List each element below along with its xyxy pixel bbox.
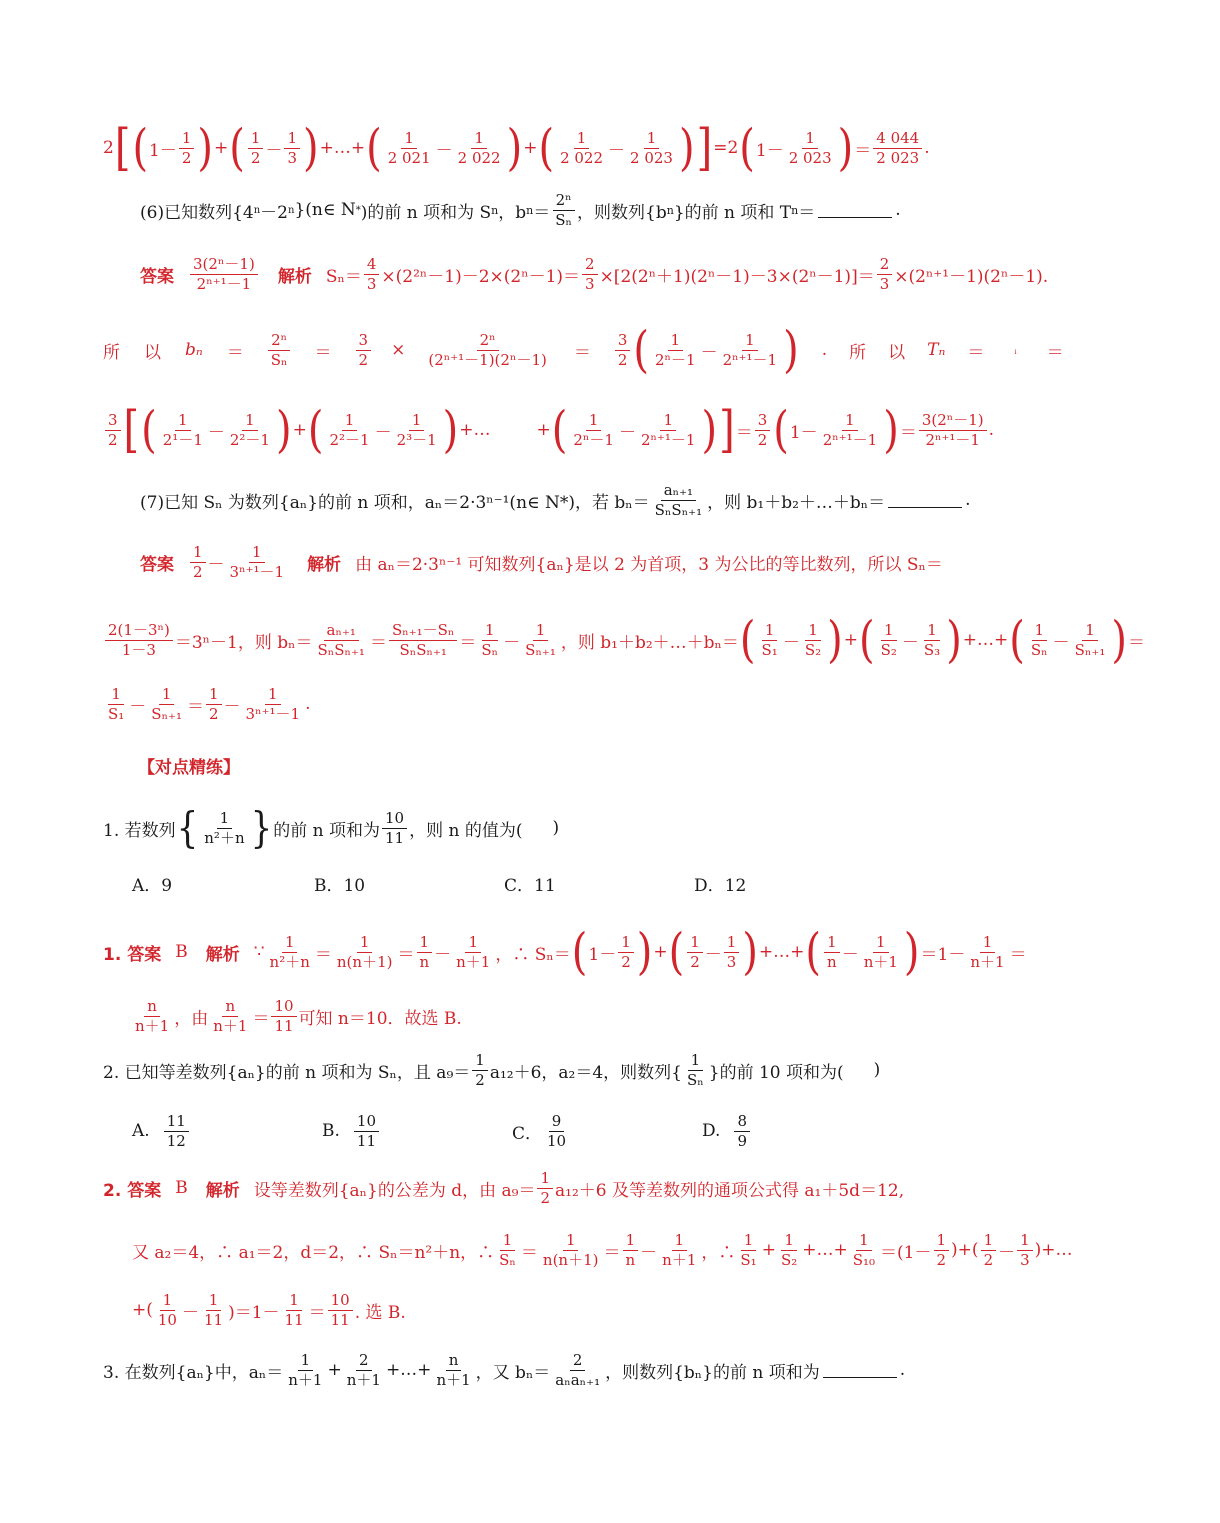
fraction: $\frac{1}{\text{Sₙ}}$ — [499, 1231, 516, 1269]
option-d[interactable]: D. $\frac{8}{9}$ — [702, 1104, 752, 1158]
fraction: $\frac{3}{2}$ — [356, 332, 372, 368]
fraction: $\frac{1}{\text{S₁}}$ — [761, 621, 778, 659]
fraction: $\frac{2}{n+1}$ — [346, 1351, 381, 1389]
factor: 2 — [103, 138, 114, 158]
answer-blank[interactable] — [823, 1363, 897, 1378]
fraction: $\frac{1}{\text{2²－1}}$ — [329, 411, 370, 449]
answer-label: 答案 — [140, 266, 174, 287]
solution-label: 解析 — [205, 1180, 240, 1201]
fraction: $\frac{1}{n(n+1)}$ — [336, 933, 393, 971]
answer-6: 答案 $\frac{\text{3(2ⁿ－1)}}{\text{2ⁿ⁺¹－1}}$ 解析 Sₙ＝ $\frac{4}{3}$ ×(2²ⁿ－1)－2×(2ⁿ－1)＝ $\frac{2}{3}$ ×[2(2ⁿ＋1)(2ⁿ－1)－3×(2ⁿ－1)]＝ $\frac{2}{3}$ ×(2ⁿ⁺¹－1)(2ⁿ－1). — [140, 255, 1049, 293]
fraction: $\frac{1}{\text{S₂}}$ — [780, 1231, 798, 1269]
answer-6-line-3: $\frac{3}{2}$ [ ( $\frac{1}{\text{2¹－1}}$ － $\frac{1}{\text{2²－1}}$ ) + ( $\frac{1}{\text{2²－1}}$ － $\frac{1}{\text{2³－1}}$ ) +… + ( $\frac{1}{\text{2ⁿ－1}}$ － $\frac{1}{\text{2ⁿ⁺¹－1}}$ ) ] ＝ $\frac{3}{2}$ ( 1－ $\frac{1}{\text{2ⁿ⁺¹－1}}$ ) ＝ $\frac{\text{3(2ⁿ－1)}}{\text{2ⁿ⁺¹－1}}$ . — [0, 400, 1183, 460]
fraction: $\frac{1}{\text{2ⁿ－1}}$ — [573, 411, 614, 449]
fraction: $\frac{1}{\text{S₃}}$ — [923, 621, 941, 659]
fraction: $\frac{\text{2ⁿ}}{\text{Sₙ}}$ — [552, 192, 575, 228]
fraction: $\frac{\text{3(2ⁿ－1)}}{\text{2ⁿ⁺¹－1}}$ — [919, 412, 987, 448]
fraction: $\frac{\text{Sₙ₊₁－Sₙ}}{\text{SₙSₙ₊₁}}$ — [389, 622, 457, 658]
option-b[interactable]: B．10 — [314, 875, 366, 896]
answer-label: 答案 — [140, 554, 174, 575]
fraction: $\frac{1}{\text{2ⁿ⁺¹－1}}$ — [722, 331, 778, 369]
fraction: $\frac{1}{n+1}$ — [288, 1351, 323, 1389]
fraction: $\frac{1}{\text{S₁}}$ — [740, 1231, 757, 1269]
fraction: $\frac{1}{n+1}$ — [863, 933, 898, 971]
fraction: $\frac{1}{2}$ — [687, 934, 703, 970]
answer-blank[interactable] — [818, 203, 892, 218]
fraction: $\frac{8}{9}$ — [734, 1113, 750, 1149]
fraction: $\frac{\text{2(1－3ⁿ)}}{1-3}$ — [105, 622, 173, 658]
option-b[interactable]: B. $\frac{10}{11}$ — [322, 1104, 381, 1158]
solution-2-line-2: 又 a₂＝4，∴ a₁＝2，d＝2，∴ Sₙ＝n²＋n，∴ $\frac{1}{\text{Sₙ}}$ ＝ $\frac{1}{n(n+1)}$ ＝ $\frac{1}{n}$ － $\frac{1}{n+1}$ ，∴ $\frac{1}{\text{S₁}}$ + $\frac{1}{\text{S₂}}$ +…+ $\frac{1}{\text{S₁₀}}$ ＝(1－ $\frac{1}{2}$ )+( $\frac{1}{2}$ － $\frac{1}{3}$ )+… — [132, 1231, 1073, 1269]
fraction: $\frac{1}{n+1}$ — [662, 1231, 697, 1269]
fraction: $\frac{1}{3}$ — [284, 130, 300, 166]
fraction: $\frac{1}{10}$ — [157, 1291, 177, 1329]
fraction: $\frac{10}{11}$ — [271, 998, 296, 1034]
fraction: $\frac{1}{\text{Sₙ}}$ — [1030, 621, 1048, 659]
fraction: $\frac{1}{2}$ — [981, 1232, 997, 1268]
fraction: $\frac{\text{aₙ₊₁}}{\text{SₙSₙ₊₁}}$ — [654, 481, 703, 519]
problem-2-options — [0, 1104, 1080, 1158]
fraction: $\frac{1}{\text{Sₙ₊₁}}$ — [525, 621, 556, 659]
fraction: $\frac{1}{3}$ — [1017, 1232, 1033, 1268]
derivation-line-1: 2 [ ( 1－ $\frac{1}{2}$ ) + ( $\frac{1}{2}$ － $\frac{1}{3}$ ) +…+ ( $\frac{1}{2 021}$ － $\frac{1}{2 022}$ ) + ( $\frac{1}{2 022}$ － $\frac{1}{2 023}$ ) ] =2 ( 1－ $\frac{1}{2 023}$ ) ＝ $\frac{4 044}{2 023}$ . — [103, 119, 930, 177]
fraction: $\frac{1}{\text{S₁₀}}$ — [852, 1231, 876, 1269]
fraction: $\frac{1}{n}$ — [416, 934, 432, 970]
fraction: $\frac{1}{2}$ — [190, 544, 206, 580]
fraction: $\frac{n}{n+1}$ — [213, 997, 248, 1035]
solution-label: 解析 — [307, 554, 342, 575]
fraction: $\frac{1}{\text{Sₙ₊₁}}$ — [1074, 621, 1106, 659]
fraction: $\frac{1}{2 023}$ — [630, 129, 673, 167]
option-a[interactable]: A．9 — [132, 875, 173, 896]
result-fraction: $\frac{4 044}{2 023}$ — [873, 130, 922, 166]
fraction: $\frac{4}{3}$ — [364, 256, 380, 292]
option-c[interactable]: C． $\frac{9}{10}$ — [512, 1104, 571, 1158]
fraction: $\frac{1}{2}$ — [472, 1052, 488, 1088]
fraction: $\frac{1}{n(n+1)}$ — [542, 1231, 599, 1269]
solution-label: 解析 — [205, 944, 240, 965]
fraction: $\frac{1}{2 022}$ — [560, 129, 604, 167]
fraction: $\frac{1}{\text{Sₙ}}$ — [686, 1051, 704, 1089]
fraction: $\frac{2}{3}$ — [582, 256, 598, 292]
fraction: $\frac{\text{aₙ₊₁}}{\text{SₙSₙ₊₁}}$ — [317, 621, 365, 659]
answer-fraction: $\frac{\text{3(2ⁿ－1)}}{\text{2ⁿ⁺¹－1}}$ — [190, 256, 258, 292]
fraction: $\frac{9}{10}$ — [547, 1112, 567, 1150]
fraction: $\frac{\text{2ⁿ}}{\text{Sₙ}}$ — [268, 332, 291, 368]
fraction: $\frac{1}{2}$ — [537, 1170, 553, 1206]
option-d[interactable]: D．12 — [694, 875, 747, 896]
fraction: $\frac{1}{n+1}$ — [970, 933, 1005, 971]
problem-1: 1. 若数列 { $\frac{1}{\text{n²＋n}}$ } 的前 n 项和为 $\frac{10}{11}$ ，则 n 的值为( ) — [103, 803, 560, 853]
problem-3: 3. 在数列{aₙ}中，aₙ＝ $\frac{1}{n+1}$ + $\frac{2}{n+1}$ +…+ $\frac{n}{n+1}$ ，又 bₙ＝ $\frac{2}{\text{aₙaₙ₊₁}}$ ，则数列{bₙ}的前 n 项和为 . — [103, 1351, 906, 1389]
fraction: $\frac{n}{n+1}$ — [135, 997, 170, 1035]
answer-choice: B — [175, 942, 188, 962]
fraction: $\frac{10}{11}$ — [354, 1113, 379, 1149]
fraction: $\frac{1}{\text{n²＋n}}$ — [204, 809, 245, 847]
answer-label: 1. 答案 — [103, 944, 162, 965]
fraction: $\frac{3}{2}$ — [105, 412, 121, 448]
fraction: $\frac{1}{2}$ — [248, 130, 264, 166]
fraction: $\frac{1}{2}$ — [179, 130, 195, 166]
fraction: $\frac{1}{n}$ — [623, 1232, 639, 1268]
fraction: $\frac{1}{2}$ — [206, 686, 222, 722]
fraction: $\frac{1}{\text{n²＋n}}$ — [269, 933, 310, 971]
fraction: $\frac{1}{3}$ — [724, 934, 740, 970]
fraction: $\frac{3}{2}$ — [755, 412, 771, 448]
problem-1-options — [0, 858, 1080, 908]
answer-7-line-2: $\frac{\text{2(1－3ⁿ)}}{1-3}$ ＝3ⁿ－1，则 bₙ＝ $\frac{\text{aₙ₊₁}}{\text{SₙSₙ₊₁}}$ ＝ $\frac{\text{Sₙ₊₁－Sₙ}}{\text{SₙSₙ₊₁}}$ ＝ $\frac{1}{\text{Sₙ}}$ － $\frac{1}{\text{Sₙ₊₁}}$ ，则 b₁＋b₂＋…＋bₙ＝ ( $\frac{1}{\text{S₁}}$ － $\frac{1}{\text{S₂}}$ ) + ( $\frac{1}{\text{S₂}}$ － $\frac{1}{\text{S₃}}$ ) +…+ ( $\frac{1}{\text{Sₙ}}$ － $\frac{1}{\text{Sₙ₊₁}}$ ) ＝ — [0, 610, 1183, 670]
fraction: $\frac{1}{2 023}$ — [788, 129, 832, 167]
fraction: $\frac{1}{\text{2²－1}}$ — [229, 411, 270, 449]
fraction: $\frac{1}{\text{2¹－1}}$ — [162, 411, 203, 449]
fraction: $\frac{1}{\text{S₂}}$ — [880, 621, 897, 659]
fraction: $\frac{1}{2 022}$ — [457, 129, 501, 167]
fraction: $\frac{1}{2}$ — [618, 934, 634, 970]
fraction: $\frac{1}{\text{Sₙ}}$ — [481, 621, 499, 659]
answer-7-line-3: $\frac{1}{\text{S₁}}$ － $\frac{1}{\text{Sₙ₊₁}}$ ＝ $\frac{1}{2}$ － $\frac{1}{\text{3ⁿ⁺¹－1}}$ . — [0, 674, 1183, 734]
fraction: $\frac{1}{\text{S₂}}$ — [804, 621, 822, 659]
fraction: $\frac{1}{\text{2ⁿ－1}}$ — [655, 331, 696, 369]
fraction: $\frac{11}{12}$ — [164, 1113, 189, 1149]
problem-2: 2. 已知等差数列{aₙ}的前 n 项和为 Sₙ，且 a₉＝ $\frac{1}{2}$ a₁₂＋6，a₂＝4，则数列{ $\frac{1}{\text{Sₙ}}$ }的前 10 项和为( ) — [103, 1051, 881, 1089]
question-7: (7)已知 Sₙ 为数列{aₙ}的前 n 项和，aₙ＝2·3ⁿ⁻¹(n∈ N*)，若 bₙ＝ $\frac{\text{aₙ₊₁}}{\text{SₙSₙ₊₁}}$ ，则 b₁＋b₂＋…＋bₙ＝ . — [140, 481, 971, 519]
fraction: $\frac{1}{\text{3ⁿ⁺¹－1}}$ — [245, 685, 301, 723]
fraction: $\frac{1}{11}$ — [284, 1291, 304, 1329]
fraction: $\frac{1}{\text{2³－1}}$ — [396, 411, 437, 449]
fraction: $\frac{1}{\text{S₁}}$ — [108, 685, 125, 723]
fraction: $\frac{n}{n+1}$ — [436, 1351, 471, 1389]
section-heading: 【对点精练】 — [138, 757, 240, 778]
fraction: $\frac{2}{\text{aₙaₙ₊₁}}$ — [555, 1351, 601, 1389]
solution-label: 解析 — [277, 266, 312, 287]
solution-2-line-3: +( $\frac{1}{10}$ － $\frac{1}{11}$ )＝1－ $\frac{1}{11}$ ＝ $\frac{10}{11}$ . 选 B. — [132, 1291, 406, 1329]
solution-2: 2. 答案 B 解析 设等差数列{aₙ}的公差为 d，由 a₉＝ $\frac{1}{2}$ a₁₂＋6 及等差数列的通项公式得 a₁＋5d＝12, — [103, 1169, 905, 1207]
fraction: $\frac{\text{2ⁿ}}{\text{(2ⁿ⁺¹－1)(2ⁿ－1)}}$ — [428, 331, 547, 369]
fraction: $\frac{1}{11}$ — [203, 1291, 224, 1329]
solution-1-line-2: $\frac{n}{n+1}$ ，由 $\frac{n}{n+1}$ ＝ $\frac{10}{11}$ 可知 n＝10．故选 B. — [0, 986, 1210, 1046]
answer-choice: B — [175, 1178, 188, 1198]
option-c[interactable]: C．11 — [504, 875, 556, 896]
answer-6-line-2: 所 以 bₙ ＝ $\frac{\text{2ⁿ}}{\text{Sₙ}}$ ＝ $\frac{3}{2}$ × $\frac{\text{2ⁿ}}{\text{(2ⁿ⁺¹－1)(2ⁿ－1)}}$ ＝ $\frac{3}{2}$ ( $\frac{1}{\text{2ⁿ－1}}$ － $\frac{1}{\text{2ⁿ⁺¹－1}}$ ) . 所 以 Tₙ ＝ ᵢ ＝ — [103, 321, 1064, 379]
fraction: $\frac{1}{\text{Sₙ₊₁}}$ — [151, 685, 182, 723]
fraction: $\frac{1}{2 021}$ — [387, 129, 431, 167]
fraction: $\frac{1}{n+1}$ — [456, 933, 491, 971]
solution-1: 1. 答案 B 解析 ∵ $\frac{1}{\text{n²＋n}}$ ＝ $\frac{1}{n(n+1)}$ ＝ $\frac{1}{n}$ － $\frac{1}{n+1}$ ，∴ Sₙ＝ ( 1－ $\frac{1}{2}$ ) + ( $\frac{1}{2}$ － $\frac{1}{3}$ ) +…+ ( $\frac{1}{n}$ － $\frac{1}{n+1}$ ) ＝1－ $\frac{1}{n+1}$ ＝ — [103, 923, 1027, 981]
fraction: $\frac{1}{\text{2ⁿ⁺¹－1}}$ — [640, 411, 696, 449]
answer-7: 答案 $\frac{1}{2}$ － $\frac{1}{\text{3ⁿ⁺¹－1}}$ 解析 由 aₙ＝2·3ⁿ⁻¹ 可知数列{aₙ}是以 2 为首项，3 为公比的等比数列，所以 Sₙ＝ — [140, 543, 943, 581]
fraction: $\frac{2}{3}$ — [877, 256, 893, 292]
question-6: (6)已知数列{4 n －2 n }(n∈ N * )的前 n 项和为 S n ，b n ＝ $\frac{\text{2ⁿ}}{\text{Sₙ}}$ ，则数列{b n }的前 n 项和 T n ＝ . — [140, 191, 901, 229]
fraction: $\frac{10}{11}$ — [328, 1292, 353, 1328]
fraction: $\frac{1}{2}$ — [934, 1232, 950, 1268]
fraction: $\frac{1}{n}$ — [824, 934, 840, 970]
fraction: $\frac{10}{11}$ — [382, 810, 407, 846]
option-a[interactable]: A. $\frac{11}{12}$ — [132, 1104, 191, 1158]
answer-blank[interactable] — [888, 493, 962, 508]
answer-label: 2. 答案 — [103, 1180, 162, 1201]
fraction: $\frac{1}{\text{2ⁿ⁺¹－1}}$ — [822, 411, 878, 449]
fraction: $\frac{1}{\text{3ⁿ⁺¹－1}}$ — [229, 543, 285, 581]
fraction: $\frac{3}{2}$ — [615, 332, 631, 368]
